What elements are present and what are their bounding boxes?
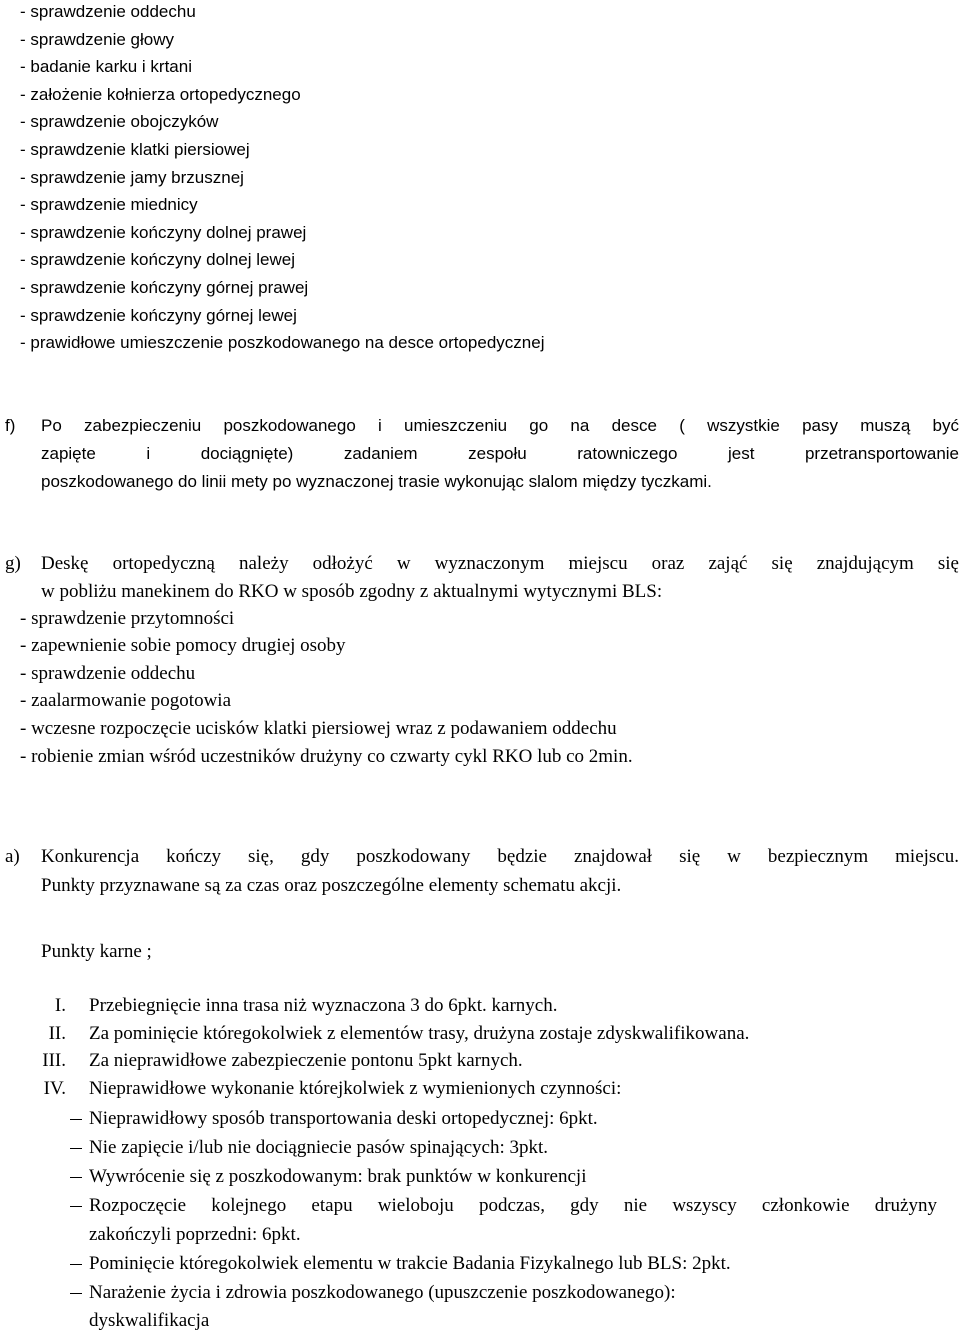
- sub-penalty-item-continuation: zakończyli poprzedni: 6pkt.: [89, 1224, 301, 1245]
- sub-penalty-item: Wywrócenie się z poszkodowanym: brak punktów w konkurencji: [89, 1166, 587, 1187]
- checklist-item: - sprawdzenie głowy: [20, 30, 175, 49]
- section-marker: a): [5, 846, 20, 867]
- sub-penalty-item: Rozpoczęcie kolejnego etapu wieloboju podczas, gdy nie wszyscy członkowie drużyny: [89, 1195, 937, 1216]
- checklist-item: - założenie kołnierza ortopedycznego: [20, 85, 301, 104]
- section-marker: f): [5, 416, 16, 435]
- penalty-number: III.: [42, 1050, 66, 1071]
- penalty-text: Za nieprawidłowe zabezpieczenie pontonu 5pkt karnych.: [89, 1050, 523, 1071]
- checklist-item: - sprawdzenie kończyny górnej lewej: [20, 306, 297, 325]
- checklist-item: - sprawdzenie jamy brzusznej: [20, 168, 244, 187]
- penalty-text: Nieprawidłowe wykonanie którejkolwiek z wymienionych czynności:: [89, 1078, 622, 1099]
- list-item: - sprawdzenie oddechu: [20, 663, 196, 684]
- checklist-item: - sprawdzenie kończyny górnej prawej: [20, 278, 309, 297]
- sub-penalty-item: Nieprawidłowy sposób transportowania deski ortopedycznej: 6pkt.: [89, 1108, 598, 1129]
- dash-bullet-icon: [70, 1293, 82, 1294]
- checklist-item: - sprawdzenie kończyny dolnej prawej: [20, 223, 307, 242]
- penalty-number: I.: [54, 995, 66, 1016]
- checklist-item: - sprawdzenie oddechu: [20, 2, 196, 21]
- checklist-item: - sprawdzenie miednicy: [20, 195, 198, 214]
- list-item: - robienie zmian wśród uczestników drużyny co czwarty cykl RKO lub co 2min.: [20, 746, 633, 767]
- sub-penalty-item-continuation: dyskwalifikacja: [89, 1310, 210, 1331]
- penalty-heading: Punkty karne ;: [41, 941, 152, 962]
- dash-bullet-icon: [70, 1177, 82, 1178]
- dash-bullet-icon: [70, 1264, 82, 1265]
- paragraph-line: Konkurencja kończy się, gdy poszkodowany będzie znajdował się w bezpiecznym miejscu.: [41, 846, 959, 867]
- sub-penalty-item: Narażenie życia i zdrowia poszkodowanego (upuszczenie poszkodowanego):: [89, 1282, 676, 1303]
- list-item: - sprawdzenie przytomności: [20, 608, 235, 629]
- checklist-item: - sprawdzenie obojczyków: [20, 112, 219, 131]
- penalty-number: II.: [48, 1023, 66, 1044]
- paragraph-line: zapięte i dociągnięte) zadaniem zespołu ratowniczego jest przetransportowanie: [41, 444, 959, 463]
- penalty-text: Przebiegnięcie inna trasa niż wyznaczona 3 do 6pkt. karnych.: [89, 995, 558, 1016]
- list-item: - wczesne rozpoczęcie ucisków klatki piersiowej wraz z podawaniem oddechu: [20, 718, 617, 739]
- penalty-number: IV.: [43, 1078, 66, 1099]
- dash-bullet-icon: [70, 1119, 82, 1120]
- checklist-item: - prawidłowe umieszczenie poszkodowanego na desce ortopedycznej: [20, 333, 545, 352]
- list-item: - zapewnienie sobie pomocy drugiej osoby: [20, 635, 346, 656]
- dash-bullet-icon: [70, 1148, 82, 1149]
- checklist-item: - sprawdzenie klatki piersiowej: [20, 140, 250, 159]
- paragraph-line: w pobliżu manekinem do RKO w sposób zgodny z aktualnymi wytycznymi BLS:: [41, 581, 663, 602]
- dash-bullet-icon: [70, 1206, 82, 1207]
- section-marker: g): [5, 553, 21, 574]
- checklist-item: - sprawdzenie kończyny dolnej lewej: [20, 250, 295, 269]
- penalty-text: Za pominięcie któregokolwiek z elementów trasy, drużyna zostaje zdyskwalifikowana.: [89, 1023, 750, 1044]
- paragraph-line: Punkty przyznawane są za czas oraz poszczególne elementy schematu akcji.: [41, 875, 622, 896]
- sub-penalty-item: Nie zapięcie i/lub nie dociągniecie pasów spinających: 3pkt.: [89, 1137, 548, 1158]
- paragraph-line: Po zabezpieczeniu poszkodowanego i umieszczeniu go na desce ( wszystkie pasy muszą być: [41, 416, 959, 435]
- sub-penalty-item: Pominięcie któregokolwiek elementu w trakcie Badania Fizykalnego lub BLS: 2pkt.: [89, 1253, 731, 1274]
- paragraph-line: Deskę ortopedyczną należy odłożyć w wyznaczonym miejscu oraz zająć się znajdującym się: [41, 553, 959, 574]
- list-item: - zaalarmowanie pogotowia: [20, 690, 232, 711]
- paragraph-line: poszkodowanego do linii mety po wyznaczonej trasie wykonując slalom między tyczkami.: [41, 472, 712, 491]
- checklist-item: - badanie karku i krtani: [20, 57, 192, 76]
